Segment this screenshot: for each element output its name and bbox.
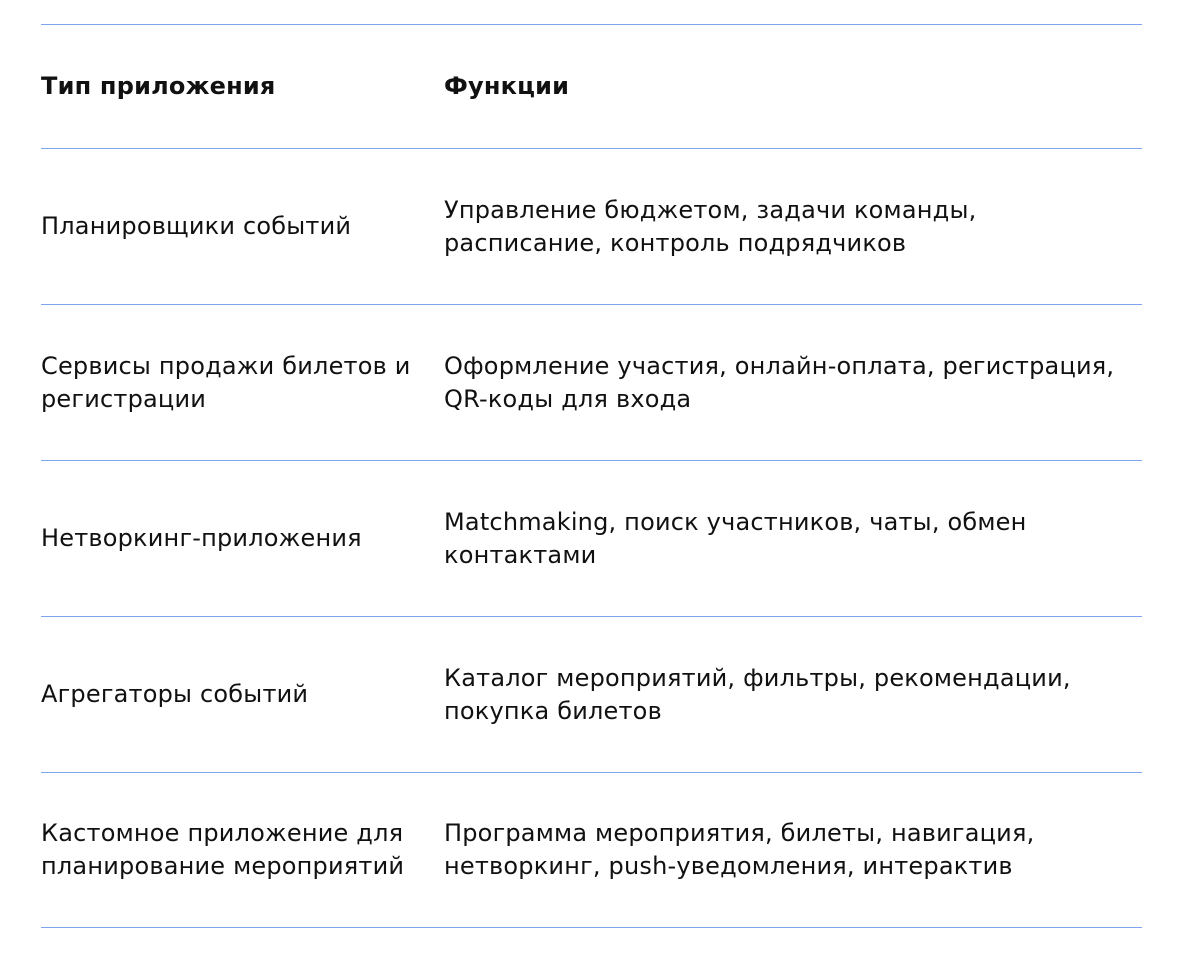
row-app-type: Агрегаторы событий [41,680,309,708]
row-functions: Каталог мероприятий, фильтры, рекомендации, покупка билетов [444,663,1071,725]
row-app-type: Сервисы продажи билетов и регистрации [41,351,411,413]
table-row [41,460,1142,616]
table-row [41,772,1142,928]
table-header-row [41,24,1142,148]
row-functions: Matchmaking, поиск участников, чаты, обмен контактами [444,507,1027,569]
row-functions: Управление бюджетом, задачи команды, расписание, контроль подрядчиков [444,195,977,257]
row-app-type: Планировщики событий [41,212,352,240]
row-functions: Оформление участия, онлайн-оплата, регистрация, QR-коды для входа [444,351,1115,413]
row-app-type: Кастомное приложение для планирование мероприятий [41,819,405,880]
header-functions: Функции [444,72,570,100]
app-types-table [41,24,1142,928]
table-row [41,148,1142,304]
table-row [41,616,1142,772]
row-functions: Программа мероприятия, билеты, навигация, нетворкинг, push-уведомления, интерактив [444,819,1035,880]
table-row [41,304,1142,460]
header-app-type: Тип приложения [41,72,276,100]
row-app-type: Нетворкинг-приложения [41,524,362,552]
